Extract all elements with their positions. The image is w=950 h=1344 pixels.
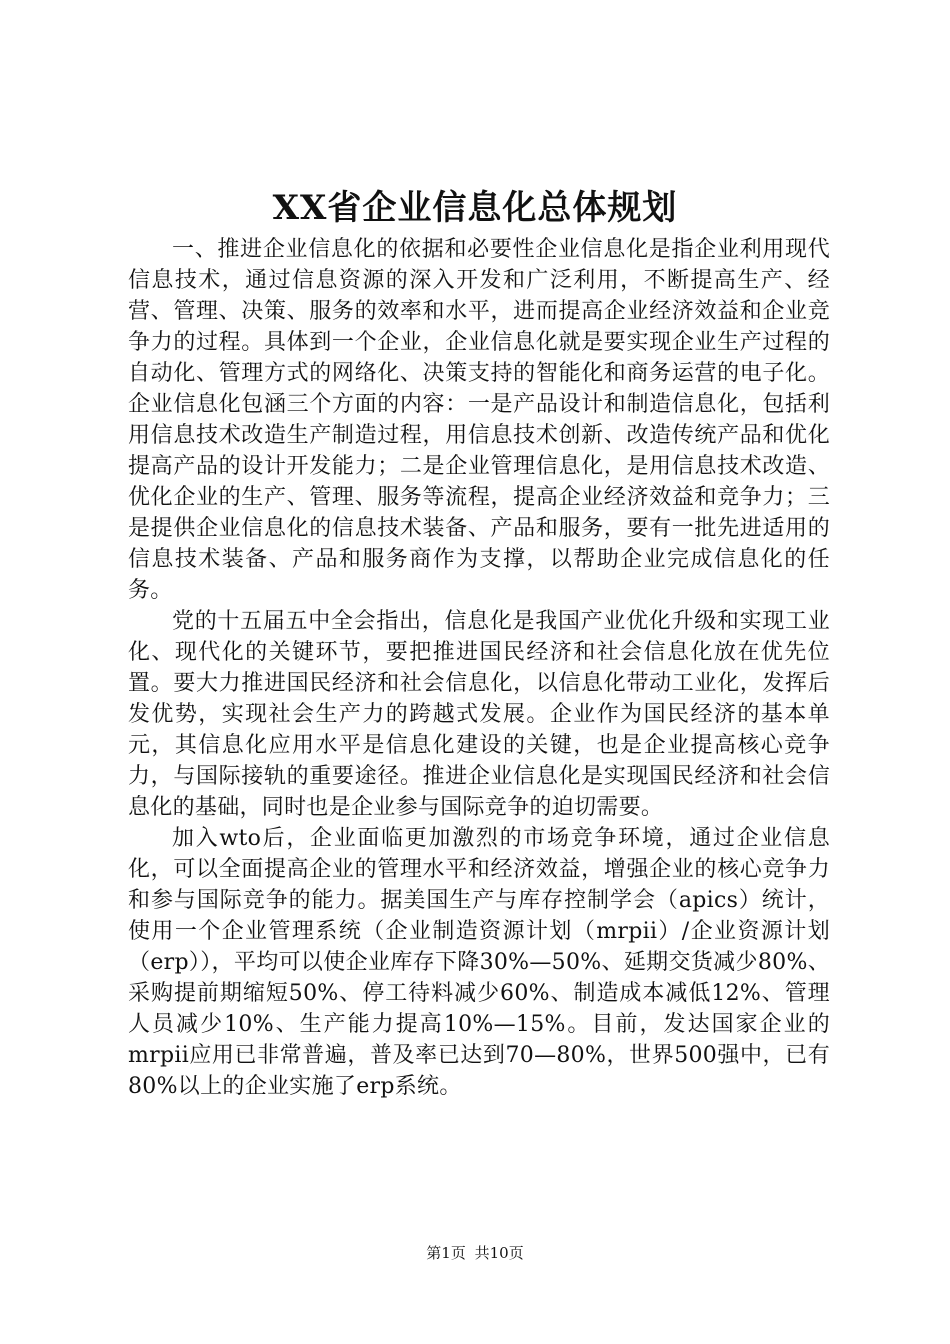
paragraph-1: 一、推进企业信息化的依据和必要性企业信息化是指企业利用现代信息技术，通过信息资源的深入开发和广泛利用，不断提高生产、经营、管理、决策、服务的效率和水平，进而提高企业经济效益和企业竞争力的过程。具体到一个企业，企业信息化就是要实现企业生产过程的自动化、管理方式的网络化、决策支持的智能化和商务运营的电子化。企业信息化包涵三个方面的内容：一是产品设计和制造信息化，包括利用信息技术改造生产制造过程，用信息技术创新、改造传统产品和优化提高产品的设计开发能力；二是企业管理信息化，是用信息技术改造、优化企业的生产、管理、服务等流程，提高企业经济效益和竞争力；三是提供企业信息化的信息技术装备、产品和服务，要有一批先进适用的信息技术装备、产品和服务商作为支撑，以帮助企业完成信息化的任务。 [128, 237, 830, 603]
total-pages: 共10页 [474, 1244, 524, 1262]
document-body [128, 234, 830, 1102]
page-footer [0, 1243, 950, 1263]
page-number: 第1页 [426, 1244, 466, 1262]
paragraph-2: 党的十五届五中全会指出，信息化是我国产业优化升级和实现工业化、现代化的关键环节，要把推进国民经济和社会信息化放在优先位置。要大力推进国民经济和社会信息化，以信息化带动工业化，发挥后发优势，实现社会生产力的跨越式发展。企业作为国民经济的基本单元，其信息化应用水平是信息化建设的关键，也是企业提高核心竞争力，与国际接轨的重要途径。推进企业信息化是实现国民经济和社会信息化的基础，同时也是企业参与国际竞争的迫切需要。 [128, 609, 830, 820]
paragraph-3: 加入wto后，企业面临更加激烈的市场竞争环境，通过企业信息化，可以全面提高企业的管理水平和经济效益，增强企业的核心竞争力和参与国际竞争的能力。据美国生产与库存控制学会（apics）统计，使用一个企业管理系统（企业制造资源计划（mrpii）/企业资源计划（erp）），平均可以使企业库存下降30%—50%、延期交货减少80%、采购提前期缩短50%、停工待料减少60%、制造成本减低12%、管理人员减少10%、生产能力提高10%—15%。目前，发达国家企业的mrpii应用已非常普遍，普及率已达到70—80%，世界500强中，已有80%以上的企业实施了erp系统。 [128, 826, 830, 1099]
document-title: XX省企业信息化总体规划 [272, 188, 678, 228]
